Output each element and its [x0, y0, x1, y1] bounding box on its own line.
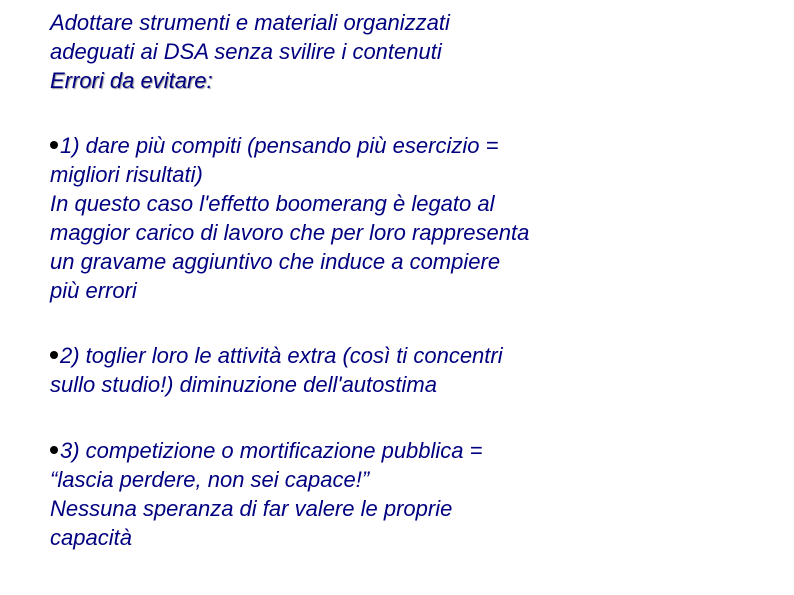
item-line: capacità [50, 525, 132, 550]
item-line: più errori [50, 278, 137, 303]
item-line: un gravame aggiuntivo che induce a compiere [50, 249, 501, 274]
list-item [50, 341, 770, 399]
item-line: maggior carico di lavoro che per loro rappresenta [50, 220, 530, 245]
item-text: 2) toglier loro le attività extra (così ti concentri [60, 343, 503, 368]
item-line: “lascia perdere, non sei capace!” [50, 467, 370, 492]
item-line: migliori risultati) [50, 162, 203, 187]
item-line [50, 341, 770, 370]
item-line: Nessuna speranza di far valere le proprie [50, 496, 453, 521]
title-line-2: adeguati ai DSA senza svilire i contenuti [50, 39, 442, 64]
title-line-1: Adottare strumenti e materiali organizzati [50, 10, 450, 35]
item-line: In questo caso l'effetto boomerang è legato al [50, 191, 495, 216]
item-text: 3) competizione o mortificazione pubblica = [60, 438, 483, 463]
bullet-dot-icon [50, 446, 58, 454]
list-item [50, 131, 770, 305]
bullet-dot-icon [50, 351, 58, 359]
slide-title [50, 8, 770, 95]
section-subtitle: Errori da evitare: [50, 68, 213, 93]
item-line: sullo studio!) diminuzione dell'autostima [50, 372, 437, 397]
item-line [50, 131, 770, 160]
item-line [50, 436, 770, 465]
bullet-dot-icon [50, 141, 58, 149]
slide-content [50, 8, 770, 552]
list-item [50, 436, 770, 552]
item-text: 1) dare più compiti (pensando più esercizio = [60, 133, 499, 158]
